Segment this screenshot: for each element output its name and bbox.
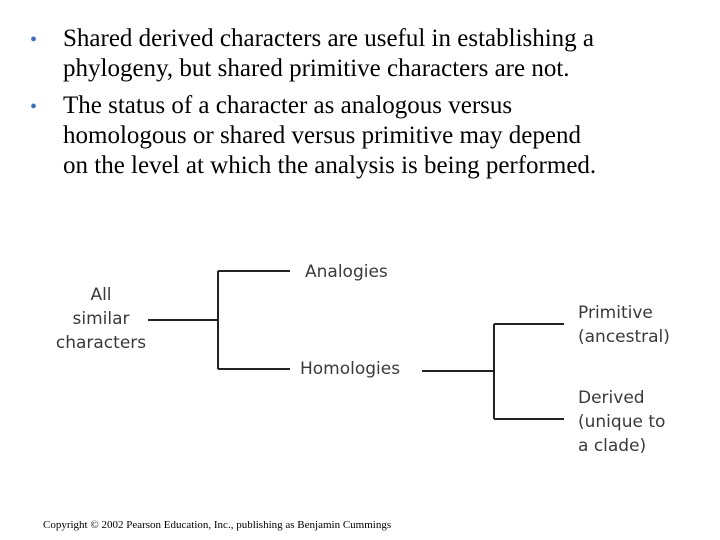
bullet-item — [26, 91, 706, 181]
analogies-label: Analogies — [305, 262, 388, 282]
bullet-icon: • — [30, 96, 38, 118]
bullet-item — [26, 24, 706, 84]
bullet-line: homologous or shared versus primitive may depend — [63, 122, 581, 149]
bullet-list — [26, 24, 706, 188]
bullet-icon: • — [30, 29, 38, 51]
homologies-label: Homologies — [300, 359, 401, 379]
primitive-label: Primitive (ancestral) — [578, 303, 670, 347]
bullet-line: on the level at which the analysis is being performed. — [63, 152, 597, 179]
bullet-line: The status of a character as analogous versus — [63, 92, 513, 119]
derived-label: Derived (unique to a clade) — [578, 388, 666, 456]
bullet-line: phylogeny, but shared primitive characters are not. — [63, 55, 570, 82]
root-label: All similar characters — [55, 285, 147, 353]
copyright-notice: Copyright © 2002 Pearson Education, Inc., publishing as Benjamin Cummings — [43, 519, 392, 531]
bullet-line: Shared derived characters are useful in establishing a — [63, 25, 595, 52]
